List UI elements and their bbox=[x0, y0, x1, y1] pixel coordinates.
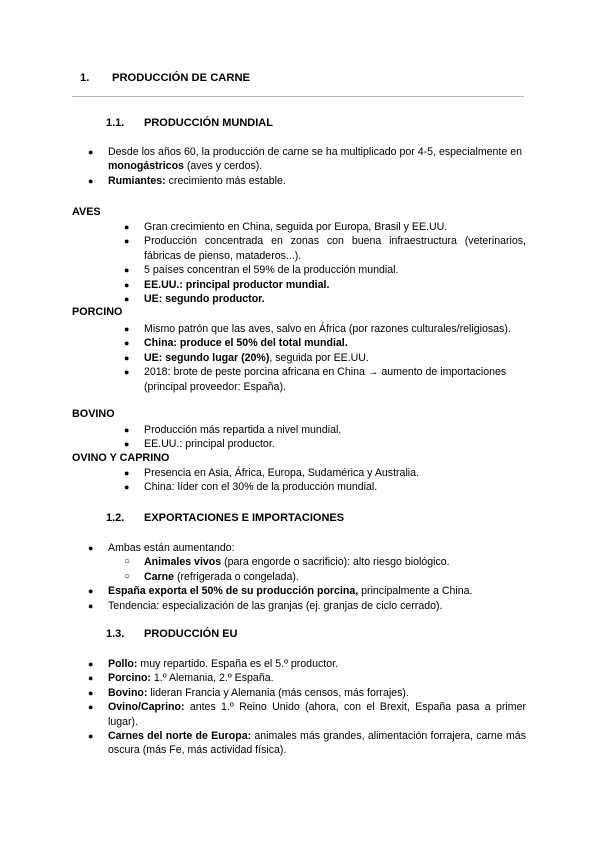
category-ovino-caprino: OVINO Y CAPRINO bbox=[72, 452, 170, 464]
bullet-icon: ● bbox=[124, 352, 130, 363]
list-item: ● China: líder con el 30% de la producción mundial. bbox=[124, 481, 378, 494]
bullet-icon: ● bbox=[88, 687, 94, 698]
list-item: ● Ovino/Caprino: antes 1.º Reino Unido (ahora, con el Brexit, España pasa a primer lugar). bbox=[88, 701, 526, 728]
list-item: ● Ambas están aumentando: bbox=[88, 542, 235, 554]
section-1-2-title: EXPORTACIONES E IMPORTACIONES bbox=[144, 512, 345, 524]
category-aves: AVES bbox=[72, 206, 101, 218]
bullet-icon: ● bbox=[88, 731, 94, 742]
bullet-icon: ● bbox=[124, 439, 130, 450]
list-item: ● Carnes del norte de Europa: animales más grandes, alimentación forrajera, carne más oscura (más Fe, más actividad física). bbox=[88, 730, 526, 757]
section-1-3-heading bbox=[106, 628, 238, 640]
category-porcino: PORCINO bbox=[72, 306, 123, 318]
bullet-icon: ● bbox=[124, 468, 130, 478]
list-item: ● Bovino: lideran Francia y Alemania (más censos, más forrajes). bbox=[88, 686, 409, 699]
aves-list bbox=[124, 220, 526, 306]
bullet-icon: ● bbox=[124, 324, 130, 334]
bullet-icon: ● bbox=[124, 222, 130, 232]
section-1-3-title: PRODUCCIÓN EU bbox=[144, 628, 238, 640]
list-item: ● China: produce el 50% del total mundial. bbox=[124, 337, 348, 350]
list-item: ● 2018: brote de peste porcina africana en China → aumento de importaciones (principal proveedor: España). bbox=[124, 366, 507, 393]
bovino-list bbox=[124, 423, 526, 452]
section-1-1-heading bbox=[106, 117, 273, 129]
sub-bullet-icon: ○ bbox=[124, 556, 131, 568]
list-item: ● Mismo patrón que las aves, salvo en África (por razones culturales/religiosas). bbox=[124, 323, 511, 335]
section-1-2-heading bbox=[106, 512, 344, 524]
list-item: ● UE: segundo lugar (20%), seguida por EE.UU. bbox=[124, 351, 369, 364]
bullet-icon: ● bbox=[88, 175, 94, 186]
list-item: ● Rumiantes: crecimiento más estable. bbox=[88, 174, 286, 187]
bullet-icon: ● bbox=[88, 543, 94, 553]
bullet-icon: ● bbox=[88, 600, 94, 611]
ovino-list bbox=[124, 466, 526, 495]
bullet-icon: ● bbox=[88, 702, 94, 713]
bullet-icon: ● bbox=[88, 673, 94, 684]
list-item: ● Pollo: muy repartido. España es el 5.º productor. bbox=[88, 658, 338, 670]
list-item: ● UE: segundo productor. bbox=[124, 293, 265, 306]
list-item: ● 5 países concentran el 59% de la producción mundial. bbox=[124, 264, 399, 277]
section-1-1-title: PRODUCCIÓN MUNDIAL bbox=[144, 117, 273, 129]
section-1-1-number: 1.1. bbox=[106, 117, 125, 129]
section-1-title: PRODUCCIÓN DE CARNE bbox=[112, 72, 250, 84]
heading-divider bbox=[72, 96, 524, 97]
bullet-icon: ● bbox=[88, 147, 94, 157]
list-item: ● Producción más repartida a nivel mundial. bbox=[124, 424, 342, 436]
porcino-list bbox=[124, 322, 526, 394]
bullet-icon: ● bbox=[124, 425, 130, 435]
list-item: ● Porcino: 1.º Alemania, 2.º España. bbox=[88, 672, 274, 685]
list-item: ● EE.UU.: principal productor mundial. bbox=[124, 278, 330, 291]
section-1-number: 1. bbox=[80, 72, 90, 84]
sub-bullet-icon: ○ bbox=[124, 570, 131, 582]
bullet-icon: ● bbox=[124, 279, 130, 290]
list-item: ● Gran crecimiento en China, seguida por Europa, Brasil y EE.UU. bbox=[124, 221, 448, 233]
list-item: ● Producción concentrada en zonas con buena infraestructura (veterinarios, fábricas de pienso, mataderos...). bbox=[124, 235, 526, 262]
bullet-icon: ● bbox=[124, 338, 130, 349]
list-item: ● Desde los años 60, la producción de carne se ha multiplicado por 4-5, especialmente en monogástricos (aves y cerdos). bbox=[88, 146, 522, 173]
bullet-icon: ● bbox=[124, 367, 130, 378]
category-bovino: BOVINO bbox=[72, 408, 115, 420]
bullet-icon: ● bbox=[124, 265, 130, 276]
section-1-3-number: 1.3. bbox=[106, 628, 125, 640]
bullet-icon: ● bbox=[124, 236, 130, 247]
list-item: ● Tendencia: especialización de las granjas (ej. granjas de ciclo cerrado). bbox=[88, 599, 443, 612]
section-1-2-number: 1.2. bbox=[106, 512, 125, 524]
world-production-list bbox=[88, 145, 524, 188]
bullet-icon: ● bbox=[124, 482, 130, 493]
list-item: ● EE.UU.: principal productor. bbox=[124, 438, 275, 451]
list-item: ○ Carne (refrigerada o congelada). bbox=[124, 570, 299, 583]
eu-production-list bbox=[88, 657, 526, 758]
list-item: ● España exporta el 50% de su producción porcina, principalmente a China. bbox=[88, 585, 473, 598]
trade-list bbox=[88, 541, 526, 613]
bullet-icon: ● bbox=[88, 586, 94, 597]
list-item: ○ Animales vivos (para engorde o sacrificio): alto riesgo biológico. bbox=[124, 556, 450, 569]
list-item: ● Presencia en Asia, África, Europa, Sudamérica y Australia. bbox=[124, 467, 419, 479]
section-1-heading bbox=[80, 72, 250, 84]
bullet-icon: ● bbox=[124, 294, 130, 305]
bullet-icon: ● bbox=[88, 659, 94, 669]
